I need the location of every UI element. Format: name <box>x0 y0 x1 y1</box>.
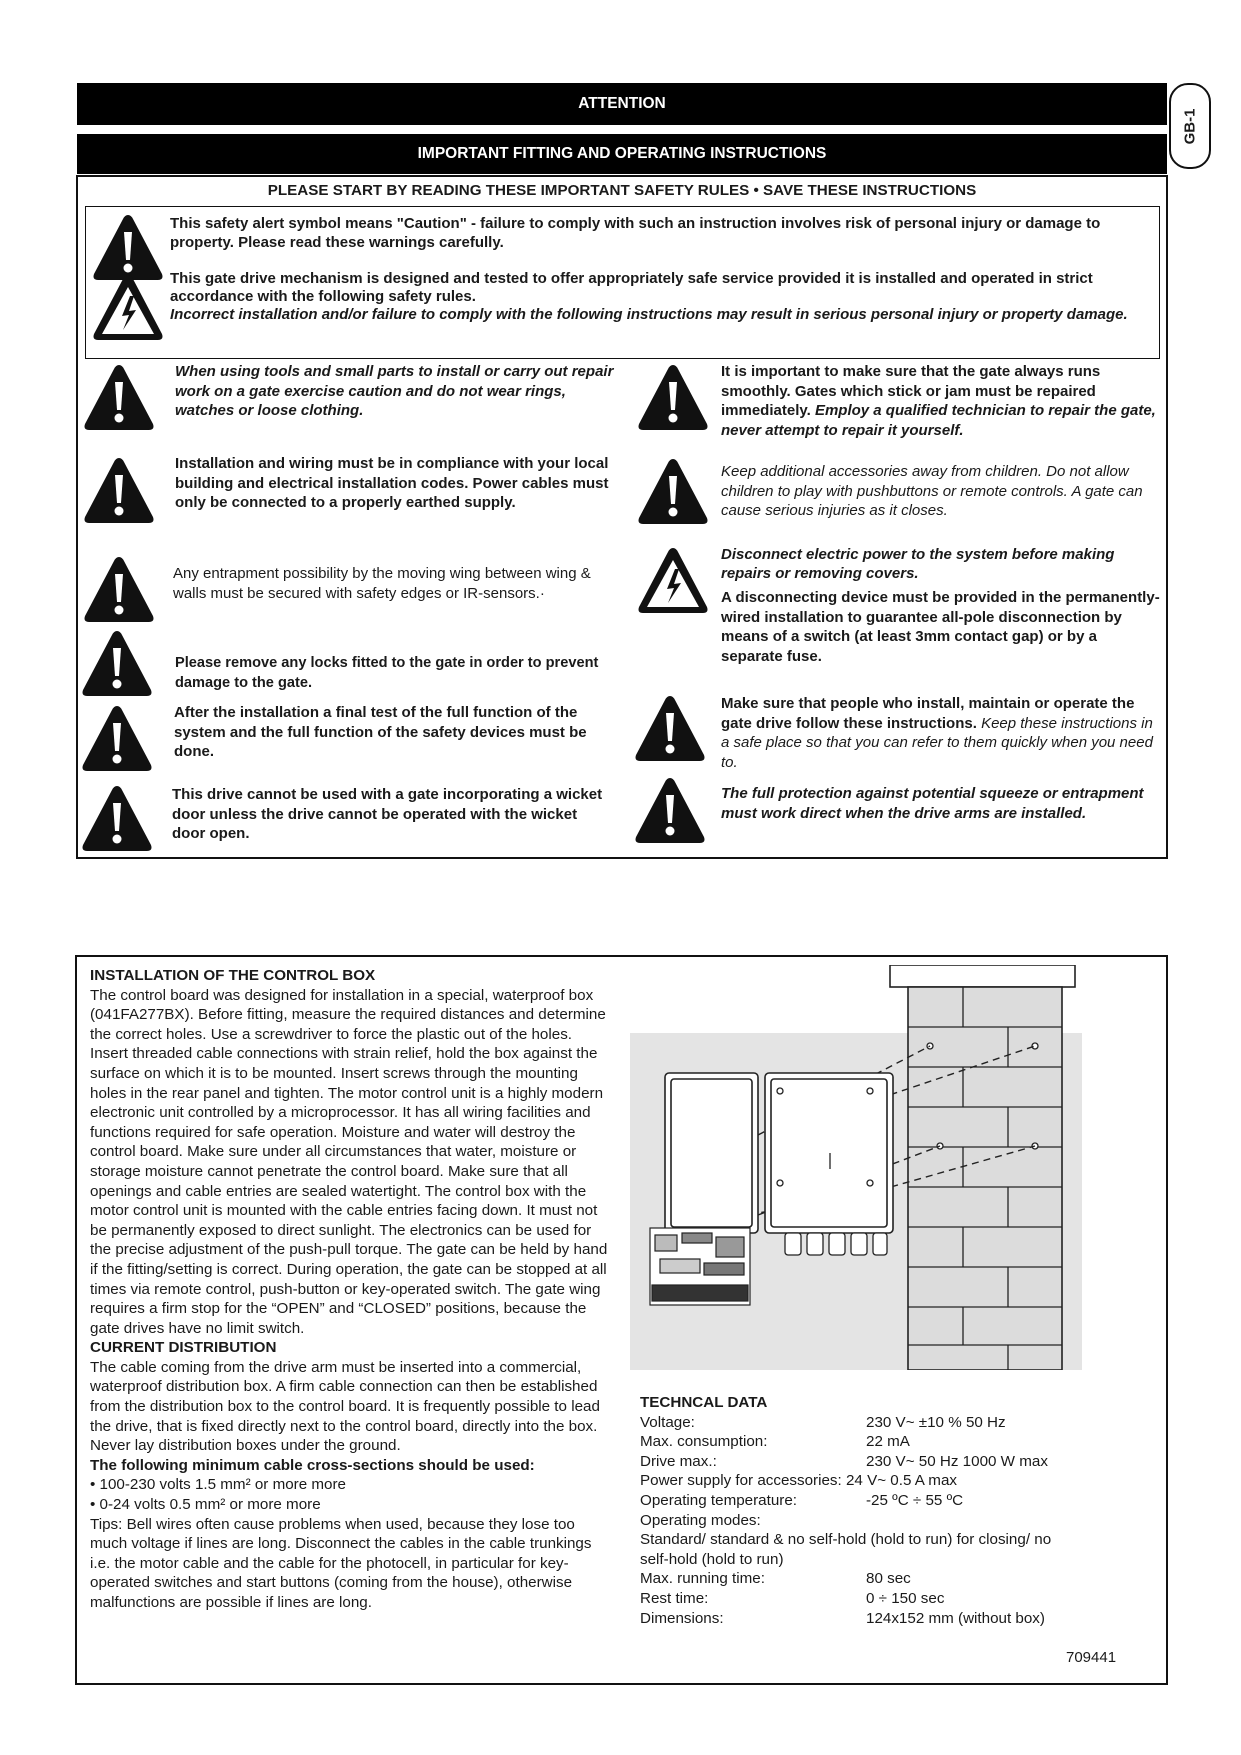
warning-icon <box>81 628 153 700</box>
tech-value: 80 sec <box>866 1570 911 1588</box>
page-badge: GB-1 <box>1169 83 1211 169</box>
cable-bullet-2: • 0-24 volts 0.5 mm² or more more <box>90 1496 321 1514</box>
brick-wall <box>890 965 1075 1370</box>
installation-heading: INSTALLATION OF THE CONTROL BOX <box>90 967 376 984</box>
box-base <box>765 1073 893 1233</box>
important-title: IMPORTANT FITTING AND OPERATING INSTRUCTIONS <box>417 145 827 162</box>
installation-body: The control board was designed for installation in a special, waterproof box (041FA277BX). Before fitting, measure the required distances and determine the correct holes. Use a screwdriver to force the plastic out of the holes. Insert threaded cable connections with strain relief, hold the box against the surface on which it is to be mounted. Insert screws through the mounting holes in the rear panel and tighten. The motor control unit is a highly modern electronic unit controlled by a microprocessor. It has all wiring facilities and functions required for safe operation. Moisture and water will destroy the control board. Make sure under all circumstances that water, moisture or storage moisture cannot penetrate the control board. Make sure that all openings and cable entries are sealed watertight. The control box with the motor control unit is mounted with the cable entries facing down. It must not be permanently exposed to direct sunlight. The electronics can be used for the precise adjustment of the push-pull torque. The gate can be held by hand if the fitting/setting is correct. During operation, the gate can be stopped at all times via remote control, push-button or key-operated switch. The gate wing requires a firm stop for the “OPEN” and “CLOSED” positions, because the gate drives have no limit switch. <box>90 986 608 1337</box>
right-warning-1-italic: Employ a qualified technician to repair the gate, never attempt to repair it yourself. <box>721 402 1156 439</box>
important-bar <box>77 134 1167 174</box>
cable-heading: The following minimum cable cross-sections should be used: <box>90 1456 535 1474</box>
tech-label: Drive max.: <box>640 1452 717 1470</box>
right-warning-4-bold: Make sure that people who install, maintain or operate the gate drive follow these instructions. <box>721 695 1135 732</box>
tech-value: -25 ºC ÷ 55 ºC <box>866 1491 964 1509</box>
right-warning-5: The full protection against potential squeeze or entrapment must work direct when the drive arms are installed. <box>721 785 1144 822</box>
designed-text: This gate drive mechanism is designed and tested to offer appropriately safe service provided it is installed and operated in strict accordance with the following safety rules. <box>170 270 1093 305</box>
attention-bar <box>77 83 1167 125</box>
incorrect-text: Incorrect installation and/or failure to comply with the following instructions may result in serious personal injury or property damage. <box>170 306 1128 323</box>
right-warning-2: Keep additional accessories away from children. Do not allow children to play with pushbuttons or remote controls. A gate can cause serious injuries as it closes. <box>721 463 1143 519</box>
right-warning-1-bold: It is important to make sure that the gate always runs smoothly. Gates which stick or jam must be repaired immediately. <box>721 363 1101 419</box>
tech-label: Max. consumption: <box>640 1433 768 1451</box>
left-warning-3: Any entrapment possibility by the moving wing between wing & walls must be secured with safety edges or IR-sensors.· <box>173 565 591 602</box>
warning-icon <box>83 554 155 626</box>
left-warning-6: This drive cannot be used with a gate incorporating a wicket door unless the drive cannot be operated with the wicket door open. <box>172 786 603 842</box>
tech-row-dimensions <box>640 1609 1090 1629</box>
tech-row-accessories: Power supply for accessories: 24 V~ 0.5 A max <box>640 1472 957 1490</box>
tech-label: Rest time: <box>640 1589 709 1607</box>
warning-icon <box>637 456 709 528</box>
tech-row-drive <box>640 1452 1090 1472</box>
cable-bullet-1: • 100-230 volts 1.5 mm² or more more <box>90 1476 346 1494</box>
warning-icon <box>83 455 155 527</box>
warning-icon <box>634 693 706 765</box>
tips-text: Tips: Bell wires often cause problems when used, because they lose too much voltage if lines are long. Disconnect the cables in the cable trunkings i.e. the motor cable and the cable for the photocell, in particular for key-operated switches and start buttons (coming from the house), otherwise malfunctions are possible if lines are long. <box>90 1515 592 1611</box>
tech-modes-value: Standard/ standard & no self-hold (hold to run) for closing/ no self-hold (hold to run) <box>640 1531 1052 1568</box>
tech-heading: TECHNCAL DATA <box>640 1394 768 1411</box>
current-heading: CURRENT DISTRIBUTION <box>90 1339 277 1357</box>
warning-icon <box>83 362 155 434</box>
right-warning-3-italic: Disconnect electric power to the system before making repairs or removing covers. <box>721 546 1115 582</box>
right-warning-1 <box>721 362 1161 440</box>
installation-section <box>90 966 610 1613</box>
control-board <box>650 1228 750 1305</box>
tech-value: 230 V~ 50 Hz 1000 W max <box>866 1452 1048 1470</box>
caution-text: This safety alert symbol means "Caution" - failure to comply with such an instruction involves risk of personal injury or damage to property. Please read these warnings carefully. <box>170 215 1101 251</box>
tech-value: 124x152 mm (without box) <box>866 1609 1045 1627</box>
tech-modes-label: Operating modes: <box>640 1511 761 1529</box>
electric-hazard-icon <box>637 545 709 617</box>
tech-row-voltage <box>640 1413 1090 1433</box>
box-lid <box>665 1073 758 1233</box>
left-warning-4: Please remove any locks fitted to the gate in order to prevent damage to the gate. <box>175 655 599 691</box>
tech-value: 0 ÷ 150 sec <box>866 1589 945 1607</box>
tech-label: Voltage: <box>640 1413 695 1431</box>
tech-label: Operating temperature: <box>640 1491 798 1509</box>
tech-row-temperature <box>640 1491 1090 1511</box>
left-warning-5: After the installation a final test of the full function of the system and the full function of the safety devices must be done. <box>174 704 587 760</box>
tech-label: Max. running time: <box>640 1570 765 1588</box>
tech-row-running <box>640 1569 1090 1589</box>
tech-value: 22 mA <box>866 1433 910 1451</box>
warning-icon <box>81 783 153 855</box>
left-warning-1: When using tools and small parts to install or carry out repair work on a gate exercise caution and do not wear rings, watches or loose clothing. <box>175 363 614 419</box>
right-warning-4 <box>721 694 1161 772</box>
current-body: The cable coming from the drive arm must be inserted into a commercial, waterproof distribution box. A firm cable connection can then be established from the distribution box to the control board. It is frequently possible to lead the drive, that is fixed directly next to the control board, directly into the box. Never lay distribution boxes under the ground. <box>90 1358 600 1455</box>
electric-hazard-icon <box>92 272 164 344</box>
please-start-line: PLEASE START BY READING THESE IMPORTANT SAFETY RULES • SAVE THESE INSTRUCTIONS <box>267 182 977 199</box>
technical-data <box>640 1393 1090 1628</box>
tech-value: 230 V~ ±10 % 50 Hz <box>866 1413 1006 1431</box>
left-warning-2: Installation and wiring must be in compliance with your local building and electrical installation codes. Power cables must only be connected to a properly earthed supply. <box>175 455 609 511</box>
tech-row-rest <box>640 1589 1090 1609</box>
document-number: 709441 <box>1066 1649 1117 1666</box>
tech-label: Dimensions: <box>640 1609 724 1627</box>
right-warning-3-bold: A disconnecting device must be provided in the permanently-wired installation to guarantee all-pole disconnection by means of a switch (at least 3mm contact gap) or by a separate fuse. <box>721 589 1160 665</box>
tech-row-consumption <box>640 1432 1090 1452</box>
warning-icon <box>81 703 153 775</box>
warning-icon <box>634 775 706 847</box>
right-warning-4-italic: Keep these instructions in a safe place so that you can refer to them quickly when you need to. <box>721 714 1153 771</box>
attention-title: ATTENTION <box>578 95 666 112</box>
control-box-illustration <box>630 965 1082 1370</box>
warning-icon <box>637 362 709 434</box>
